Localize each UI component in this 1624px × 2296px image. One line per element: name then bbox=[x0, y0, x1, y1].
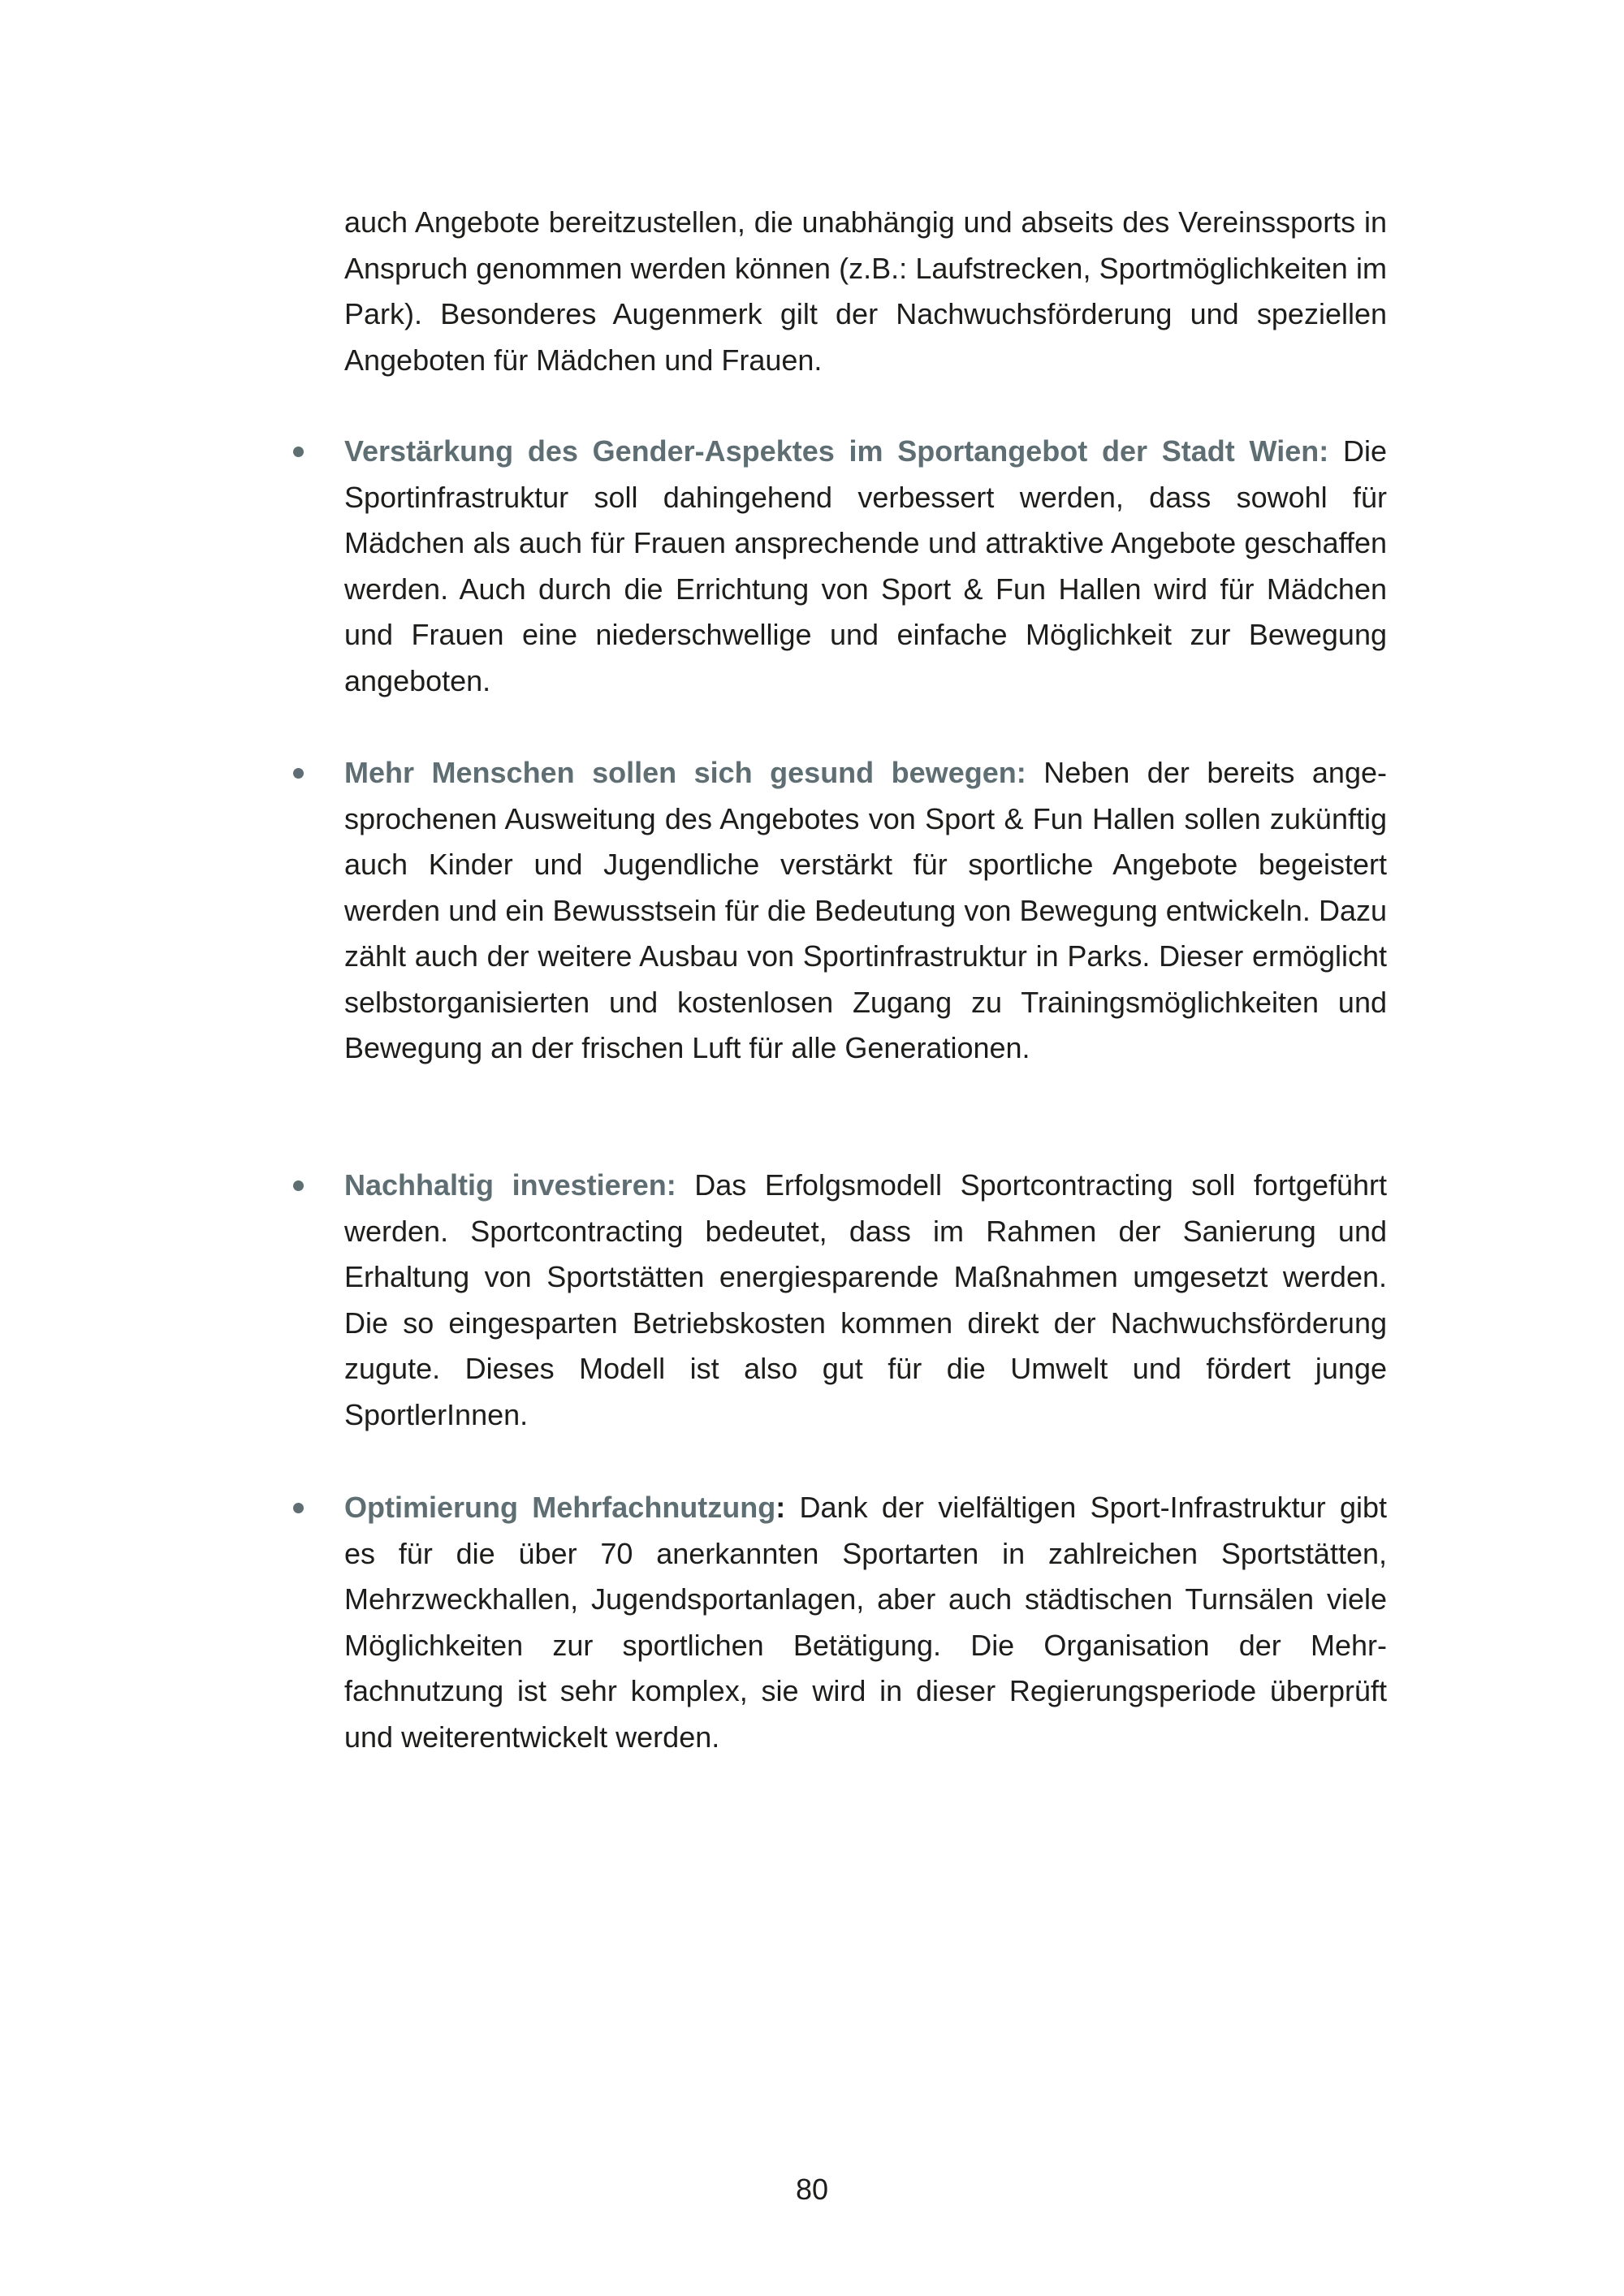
list-item bbox=[344, 429, 1387, 704]
bullet-heading: Mehr Menschen sollen sich gesund bewegen: bbox=[344, 756, 1026, 789]
bullet-body: Die Sportinfrastruktur soll dahingehend verbessert werden, dass sowohl für Mädchen als auch für Frauen ansprechende und attraktive Angebote geschaffen werden. Auch durch die Errichtung von Sport & Fun Hallen wird für Mädchen und Frauen eine niederschwellige und einfache Möglichkeit zur Bewegung angeboten. bbox=[344, 434, 1387, 697]
list-item bbox=[344, 1163, 1387, 1438]
bullet-icon bbox=[293, 447, 304, 457]
bullet-icon bbox=[293, 768, 304, 779]
bullet-body: Dank der vielfältigen Sport-Infrastruktur gibt es für die über 70 anerkannten Sportarten in zahlreichen Sportstätten, Mehrzweckhallen, Jugendsportanlagen, aber auch städtischen Turnsälen viele Möglichkeiten zur sportlichen Betätigung. Die Organisation der Mehrfachnutzung ist sehr komplex, sie wird in dieser Regierungsperiode überprüft und weiterentwickelt werden. bbox=[344, 1491, 1388, 1754]
bullet-body: Das Erfolgsmodell Sportcontracting soll fortgeführt werden. Sportcontracting bedeutet, dass im Rahmen der Sanierung und Erhaltung von Sportstätten energiesparende Maßnahmen umgesetzt werden. Die so eingesparten Betriebskosten kommen direkt der Nachwuchsförderung zugute. Dieses Modell ist also gut für die Umwelt und fördert junge SportlerInnen. bbox=[344, 1168, 1388, 1431]
bullet-icon bbox=[293, 1180, 304, 1191]
page-number: 80 bbox=[795, 2173, 829, 2206]
bullet-heading: Verstärkung des Gender-Aspektes im Sportangebot der Stadt Wien: bbox=[344, 434, 1329, 468]
bullet-heading: Nachhaltig investieren: bbox=[344, 1168, 676, 1202]
bullet-heading-colon: : bbox=[775, 1491, 786, 1524]
bullet-heading: Optimierung Mehrfachnutzung bbox=[344, 1491, 776, 1524]
list-item bbox=[344, 1485, 1387, 1760]
intro-paragraph: auch Angebote bereitzustellen, die unabhängig und abseits des Vereinssports in Anspruch genommen werden können (z.B.: Laufstrecken, Sportmöglichkeiten im Park). Besonderes Augenmerk gilt der Nachwuchsförderung und speziellen Angeboten für Mädchen und Frauen. bbox=[344, 205, 1387, 377]
bullet-body: Neben der bereits angesprochenen Ausweitung des Angebotes von Sport & Fun Hallen sollen zukünftig auch Kinder und Jugendliche verstärkt für sportliche Angebote begeistert werden und ein Bewusstsein für die Bedeutung von Bewegung entwickeln. Dazu zählt auch der weitere Ausbau von Sportinfrastruktur in Parks. Dieser ermöglicht selbstorganisierten und kostenlosen Zugang zu Trainingsmöglichkeiten und Bewegung an der frischen Luft für alle Generationen. bbox=[344, 756, 1387, 1064]
list-item bbox=[344, 750, 1387, 1072]
bullet-icon bbox=[293, 1503, 304, 1513]
